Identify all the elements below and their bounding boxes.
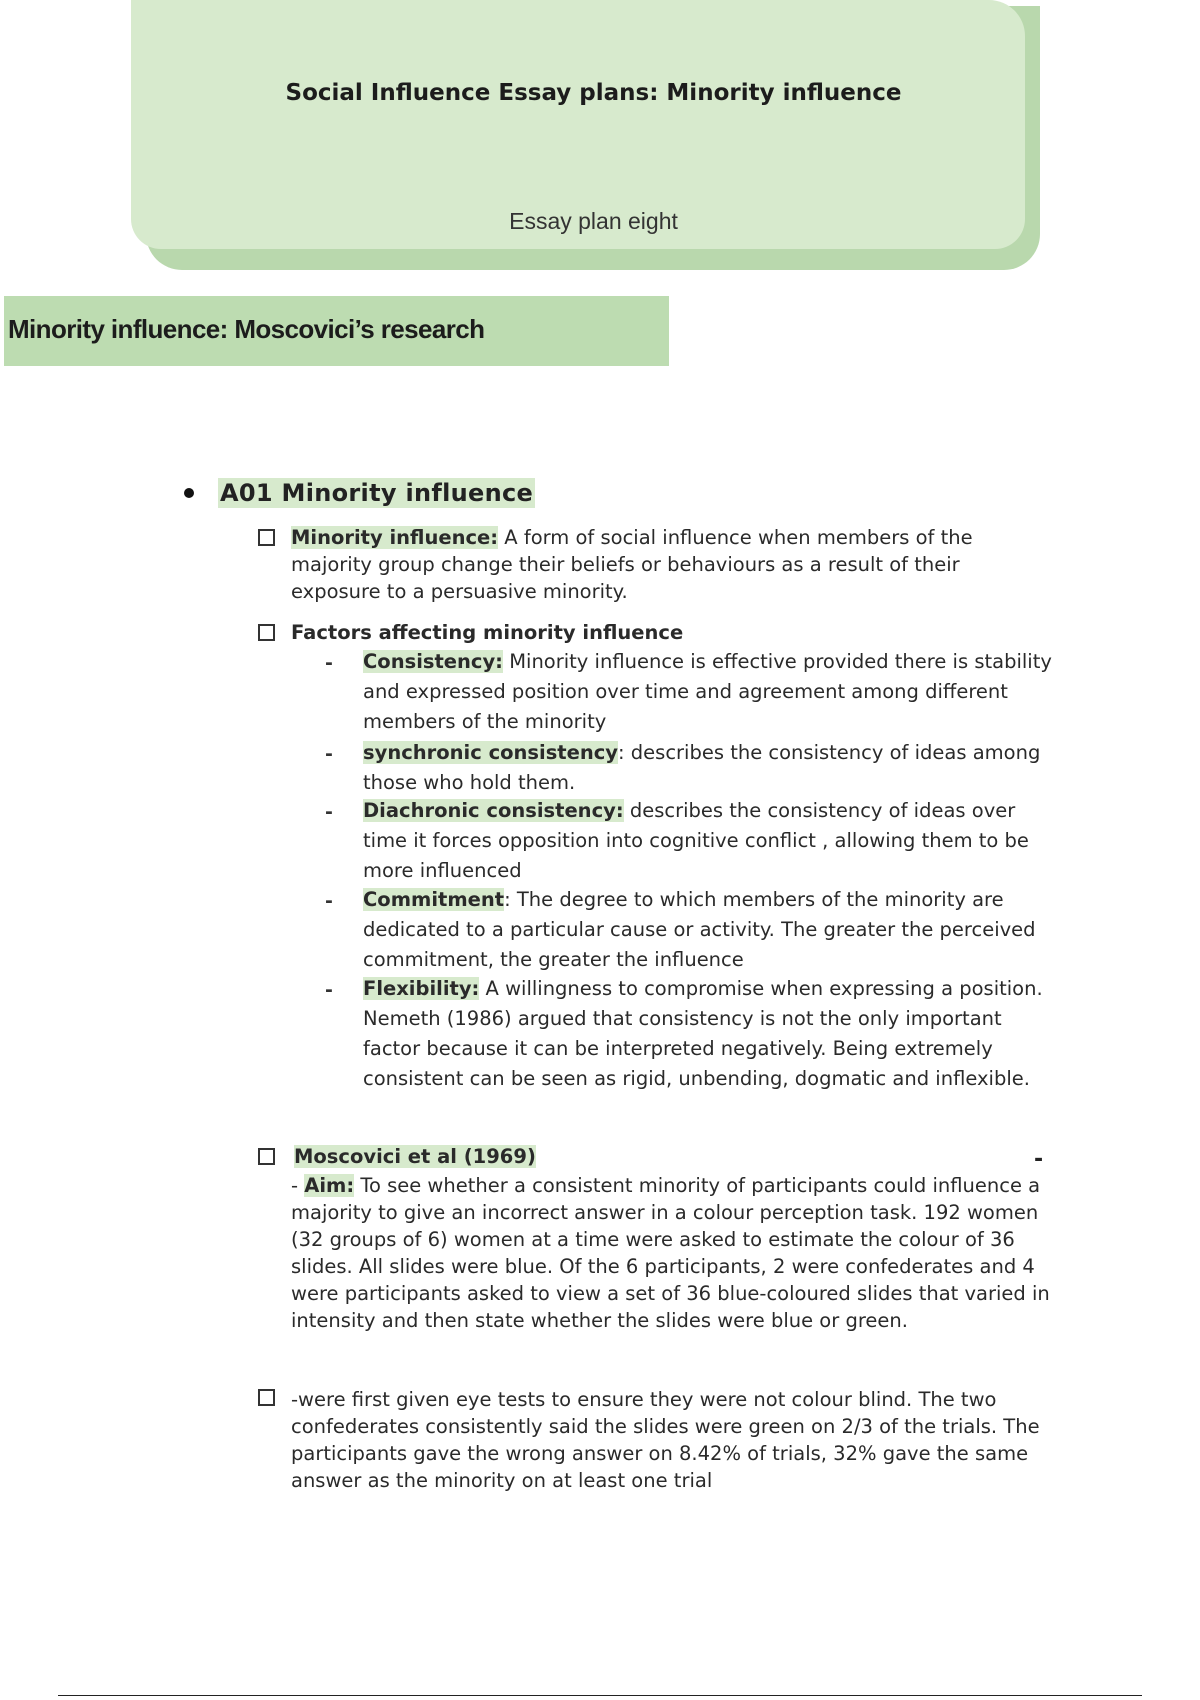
dash-bullet: - (325, 652, 333, 674)
aim-label: Aim: (304, 1174, 355, 1197)
definition-item (291, 524, 1011, 605)
dash-bullet: - (325, 743, 333, 765)
dash-bullet: - (325, 801, 333, 823)
factor-term: synchronic consistency (363, 741, 619, 764)
moscovici-checkbox[interactable] (258, 1148, 275, 1165)
factor-synchronic (363, 738, 1063, 798)
factor-text: : describes the consistency of ideas among those who hold them. (363, 741, 1041, 794)
factors-checkbox[interactable] (258, 624, 275, 641)
moscovici-heading: Moscovici et al (1969) (294, 1145, 536, 1168)
dash-bullet: - (325, 979, 333, 1001)
definition-term: Minority influence: (291, 526, 499, 549)
factor-text: A willingness to compromise when expressing a position. Nemeth (1986) argued that consistency is not the only important factor because it can be interpreted negatively. Being extremely consistent can be seen as rigid, unbending, dogmatic and inflexible. (363, 977, 1043, 1090)
definition-text: A form of social influence when members of the majority group change their beliefs or behaviours as a result of their exposure to a persuasive minority. (291, 526, 973, 603)
page-subtitle: Essay plan eight (509, 208, 678, 234)
trailing-dash: - (1034, 1147, 1044, 1172)
factors-heading: Factors affecting minority influence (291, 621, 684, 644)
factor-commitment (363, 885, 1063, 975)
a01-heading: A01 Minority influence (220, 479, 534, 507)
aim-text: To see whether a consistent minority of participants could influence a majority to give an incorrect answer in a colour perception task. 192 women (32 groups of 6) women at a time were asked to estimate the colour of 36 slides. All slides were blue. Of the 6 participants, 2 were confederates and 4 were participants asked to view a set of 36 blue-coloured slides that varied in intensity and then state whether the slides were blue or green. (291, 1174, 1050, 1332)
factor-flexibility (363, 974, 1063, 1094)
procedure-text: -were first given eye tests to ensure they were not colour blind. The two confederates consistently said the slides were green on 2/3 of the trials. The participants gave the wrong answer on 8.42% of trials, 32% gave the same answer as the minority on at least one trial (291, 1388, 1040, 1492)
factor-term: Commitment (363, 888, 505, 911)
factor-term: Diachronic consistency: (363, 799, 624, 822)
definition-checkbox[interactable] (258, 529, 275, 546)
procedure-checkbox[interactable] (258, 1389, 275, 1406)
factor-text: : The degree to which members of the minority are dedicated to a particular cause or activity. The greater the perceived commitment, the greater the influence (363, 888, 1036, 971)
factor-term: Flexibility: (363, 977, 480, 1000)
dash-bullet: - (325, 890, 333, 912)
factor-text: Minority influence is effective provided there is stability and expressed position over time and agreement among different members of the minority (363, 650, 1052, 733)
factor-text: describes the consistency of ideas over time it forces opposition into cognitive conflict , allowing them to be more influenced (363, 799, 1029, 882)
factor-term: Consistency: (363, 650, 503, 673)
bullet-icon (184, 488, 194, 498)
factor-consistency (363, 647, 1063, 737)
section-title: Minority influence: Moscovici’s research (8, 314, 485, 344)
moscovici-aim (291, 1172, 1066, 1334)
footer-divider (58, 1695, 1142, 1696)
aim-prefix: - (291, 1174, 305, 1197)
page-title: Social Influence Essay plans: Minority influence (285, 80, 902, 106)
factor-diachronic (363, 796, 1063, 886)
